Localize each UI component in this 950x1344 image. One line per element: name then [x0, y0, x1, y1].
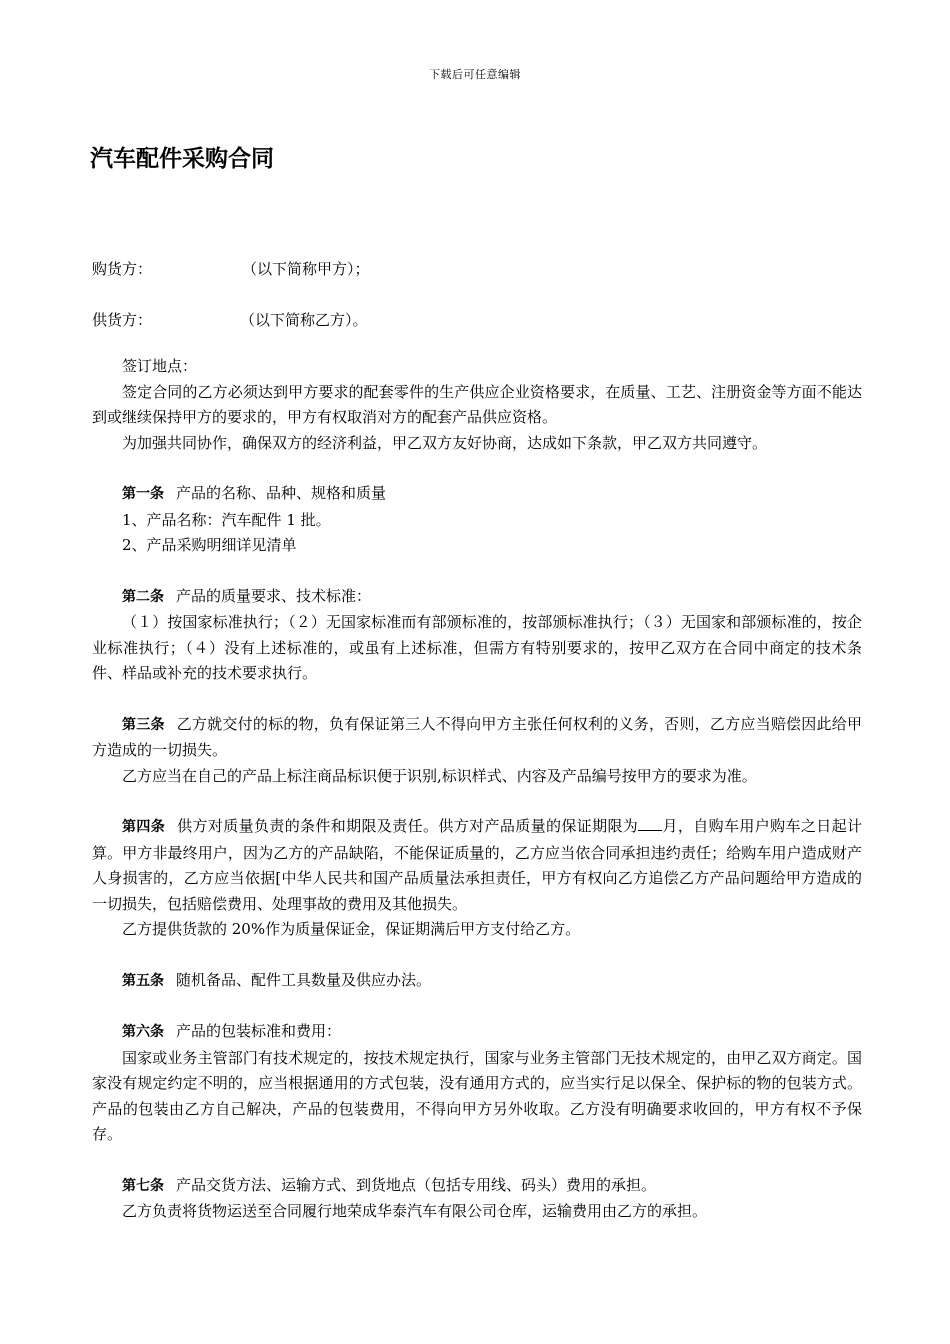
- document-title: 汽车配件采购合同: [90, 146, 274, 172]
- article-4-text-a: 供方对质量负责的条件和期限及责任。供方对产品质量的保证期限为: [177, 817, 639, 835]
- article-1-heading-line: [92, 481, 862, 508]
- article-2-heading: 产品的质量要求、技术标准：: [176, 586, 372, 605]
- buyer-note: （以下简称甲方）；: [242, 260, 370, 278]
- article-4-paragraph: [92, 814, 862, 917]
- intro-paragraph-1: 签定合同的乙方必须达到甲方要求的配套零件的生产供应企业资格要求，在质量、工艺、注册资金等方面不能达到或继续保持甲方的要求的，甲方有权取消对方的配套产品供应资格。: [92, 382, 862, 426]
- article-5-text: 随机备品、配件工具数量及供应办法。: [176, 970, 432, 989]
- supplier-note: （以下简称乙方）。: [240, 311, 368, 329]
- article-1-line-1: 1、产品名称：汽车配件 1 批。: [122, 510, 331, 529]
- supplier-line: [92, 309, 368, 330]
- article-7-paragraph-2: 乙方负责将货物运送至合同履行地荣成华泰汽车有限公司仓库，运输费用由乙方的承担。: [122, 1202, 708, 1220]
- article-2-label: 第二条: [122, 588, 164, 605]
- warranty-period-blank: [638, 816, 662, 831]
- article-5-label: 第五条: [122, 972, 164, 989]
- article-4-label: 第四条: [122, 819, 166, 835]
- article-1-label: 第一条: [122, 486, 164, 502]
- article-3-paragraph: [92, 712, 862, 764]
- supplier-label: 供货方：: [92, 311, 153, 329]
- article-7-text: 产品交货方法、运输方式、到货地点（包括专用线、码头）费用的承担。: [176, 1175, 657, 1194]
- article-6-heading: 产品的包装标准和费用：: [176, 1022, 342, 1040]
- article-3-label: 第三条: [122, 716, 165, 733]
- article-2-heading-line: [92, 584, 862, 611]
- article-4-text-b: 月，自购车用户购车之日起计算。甲方非最终用户，因为乙方的产品缺陷，不能保证质量的，乙方应当依合同承担违约责任；给购车用户造成财产人身损害的，乙方应当依据[中华人民共和国产品质量法承担责任，甲方有权向乙方追偿乙方产品问题给甲方造成的一切损失，包括赔偿费用、处理事故的费用及其他损失。: [92, 817, 862, 913]
- signing-place: 签订地点：: [122, 357, 198, 375]
- article-6-label: 第六条: [122, 1024, 164, 1040]
- article-3-text: 乙方就交付的标的物，负有保证第三人不得向甲方主张任何权利的义务，否则，乙方应当赔偿因此给甲方造成的一切损失。: [92, 714, 862, 759]
- article-1-line-2: 2、产品采购明细详见清单: [122, 536, 297, 554]
- buyer-label: 购货方：: [92, 260, 153, 278]
- buyer-line: [92, 258, 370, 279]
- article-7-label: 第七条: [122, 1177, 164, 1194]
- article-1-heading: 产品的名称、品种、规格和质量: [176, 484, 387, 502]
- article-7-paragraph: [92, 1173, 862, 1200]
- article-5-paragraph: [92, 968, 862, 995]
- article-6-paragraph: 国家或业务主管部门有技术规定的，按技术规定执行，国家与业务主管部门无技术规定的，由甲乙双方商定。国家没有规定约定不明的，应当根据通用的方式包装，没有通用方式的，应当实行足以保全、保护标的物的包装方式。产品的包装由乙方自己解决，产品的包装费用，不得向甲方另外收取。乙方没有明确要求收回的，甲方有权不予保存。: [92, 1048, 862, 1143]
- contract-body: [92, 354, 862, 1225]
- intro-paragraph-2: 为加强共同协作，确保双方的经济利益，甲乙双方友好协商，达成如下条款，甲乙双方共同遵守。: [122, 433, 768, 452]
- article-6-heading-line: [92, 1019, 862, 1046]
- article-3-paragraph-2: 乙方应当在自己的产品上标注商品标识便于识别,标识样式、内容及产品编号按甲方的要求为准。: [122, 766, 757, 785]
- article-2-paragraph: （１）按国家标准执行；（２）无国家标准而有部颁标准的，按部颁标准执行；（３）无国家和部颁标准的，按企业标准执行；（４）没有上述标准的，或虽有上述标准，但需方有特别要求的，按甲乙双方在合同中商定的技术条件、样品或补充的技术要求执行。: [92, 613, 862, 682]
- header-note: 下载后可任意编辑: [429, 68, 521, 81]
- article-4-paragraph-2: 乙方提供货款的 20%作为质量保证金，保证期满后甲方支付给乙方。: [122, 920, 581, 938]
